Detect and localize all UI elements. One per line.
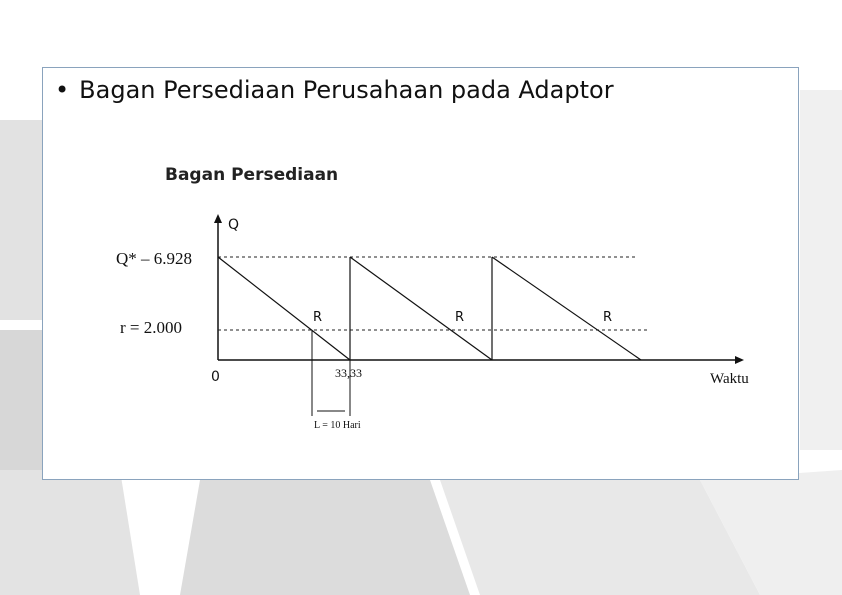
diagram-title: Bagan Persediaan [165,165,339,185]
depletion-line-1 [218,257,350,360]
x-axis-label: Waktu [710,371,749,387]
heading-text: Bagan Persediaan Perusahaan pada Adaptor [79,76,614,104]
origin-label: 0 [211,369,220,385]
depletion-line-2 [350,257,492,360]
reorder-label: r = 2.000 [120,318,182,337]
x-axis-arrow [735,356,744,364]
y-axis-label: Q [228,217,240,233]
reorder-mark-1: R [313,310,323,325]
reorder-mark-3: R [603,310,613,325]
bullet-icon: • [55,76,70,104]
cycle-end-label: 33,33 [335,366,362,380]
q-star-label: Q* – 6.928 [116,249,193,268]
content-frame [42,67,799,480]
lead-time-label: L = 10 Hari [314,420,361,431]
depletion-line-3 [492,257,641,360]
y-axis-arrow [214,214,222,223]
reorder-mark-2: R [455,310,465,325]
inventory-diagram [43,68,800,481]
